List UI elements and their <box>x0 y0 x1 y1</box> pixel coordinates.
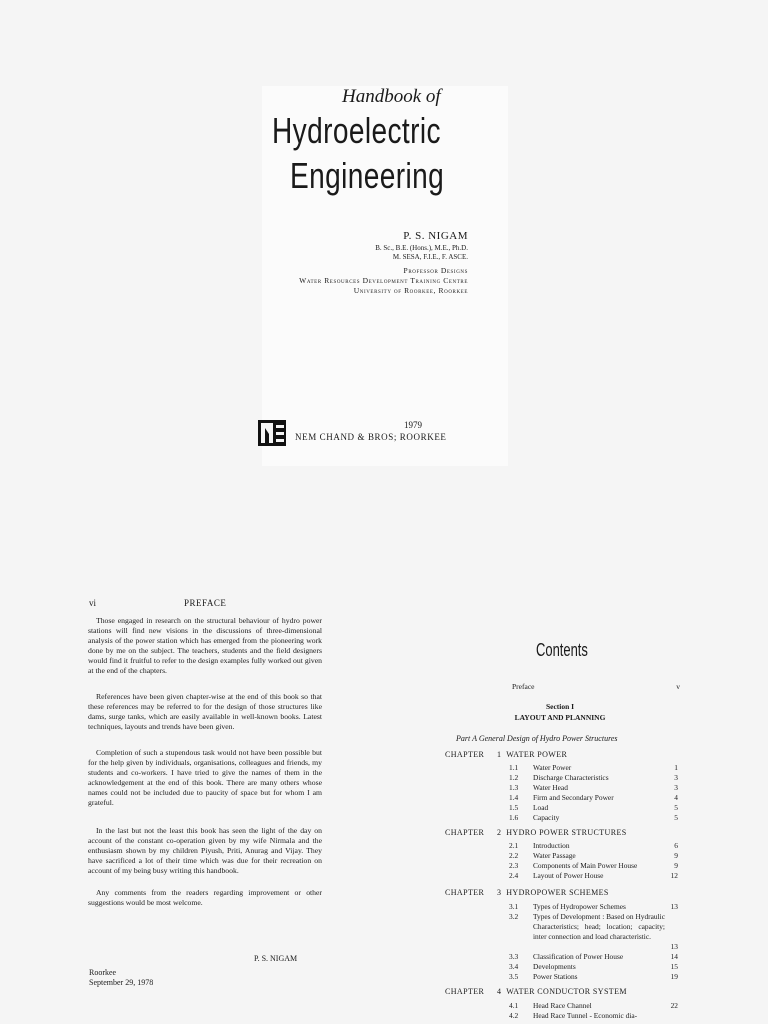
toc-item-page: 15 <box>670 962 678 971</box>
toc-item-page: 5 <box>674 813 678 822</box>
toc-item-text: Components of Main Power House <box>533 861 638 870</box>
author-university: University of Roorkee, Roorkee <box>353 286 468 295</box>
contents-preface-label: Preface <box>512 682 535 691</box>
toc-item-number: 1.2 <box>509 773 519 782</box>
toc-item-page: 3 <box>674 783 678 792</box>
preface-signature: P. S. NIGAM <box>254 954 298 963</box>
preface-place: Roorkee <box>89 968 117 977</box>
chapter-heading <box>445 750 567 759</box>
chapter-label: CHAPTER <box>445 828 485 837</box>
toc-item-text: Introduction <box>533 841 570 850</box>
toc-item-number: 2.2 <box>509 851 519 860</box>
toc-item-number: 3.4 <box>509 962 519 971</box>
toc-item-page: 13 <box>670 902 678 911</box>
chapter-label: CHAPTER <box>445 750 485 759</box>
chapter-title: WATER POWER <box>506 750 568 759</box>
preface-paragraph-text: Completion of such a stupendous task would not have been possible but for the help given by individuals, organisations, colleagues and friends, my students and co-workers. I have tried to give the names of them in the acknowledgement at the end of this book. There are many others whose names could not be included due to paucity of space but for whom I am grateful. <box>88 748 322 807</box>
toc-item-text: Classification of Power House <box>533 952 624 961</box>
preface-paragraph <box>88 616 322 676</box>
chapter-title: WATER CONDUCTOR SYSTEM <box>506 987 627 996</box>
title-page <box>262 86 508 466</box>
chapter-number: 2 <box>497 828 502 837</box>
toc-item <box>509 912 678 952</box>
chapter-number: 3 <box>497 888 502 897</box>
chapter-number: 4 <box>497 987 502 996</box>
toc-item-number: 1.5 <box>509 803 519 812</box>
publisher-name: NEM CHAND & BROS; ROORKEE <box>295 432 447 442</box>
toc-item-page: 14 <box>670 952 678 961</box>
toc-item-page: 22 <box>670 1001 678 1010</box>
toc-item-number: 2.4 <box>509 871 519 880</box>
chapter-title: HYDRO POWER STRUCTURES <box>506 828 627 837</box>
preface-paragraph <box>88 826 322 876</box>
toc-item-number: 1.1 <box>509 763 519 772</box>
page-number: vi <box>89 598 97 608</box>
toc-item-text: Water Passage <box>533 851 576 860</box>
author-centre: Water Resources Development Training Centre <box>299 276 468 285</box>
preface-paragraph-text: In the last but not the least this book has seen the light of the day on account of the constant co-operation given by my wife Nirmala and the enthusiasm shown by my children Piyush, Priti, Anurag and Vijay. They have sacrificed a lot of their time which was due for their recreation on account of my being busy writing this handbook. <box>88 826 322 875</box>
preface-paragraph <box>88 692 322 732</box>
publisher-logo-icon <box>258 420 286 446</box>
toc-item-page: 9 <box>674 851 678 860</box>
toc-item-text: Firm and Secondary Power <box>533 793 614 802</box>
toc-item-text: Discharge Characteristics <box>533 773 609 782</box>
toc-item-page: 5 <box>674 803 678 812</box>
toc-item-number: 4.1 <box>509 1001 519 1010</box>
chapter-heading <box>445 888 609 897</box>
title-line-2: Engineering <box>290 155 445 196</box>
toc-item-text: Water Power <box>533 763 572 772</box>
toc-item-text: Types of Development : Based on Hydraulic Characteristics; head; location; capacity; inter connection and load characteristic. <box>533 912 665 941</box>
publication-year: 1979 <box>404 420 422 430</box>
toc-item-page: 9 <box>674 861 678 870</box>
contents-title: Contents <box>536 640 588 660</box>
chapter-heading <box>445 987 627 996</box>
toc-item-text: Capacity <box>533 813 560 822</box>
author-position: Professor Designs <box>403 266 468 275</box>
toc-item-text: Head Race Tunnel - Economic dia- <box>533 1011 638 1020</box>
chapter-heading <box>445 828 627 837</box>
preface-page <box>86 590 336 1010</box>
toc-item-number: 2.1 <box>509 841 519 850</box>
toc-item-page: 1 <box>674 763 678 772</box>
title-line-1: Hydroelectric <box>272 110 441 151</box>
chapter-number: 1 <box>497 750 502 759</box>
toc-item-text: Water Head <box>533 783 568 792</box>
toc-item-number: 3.2 <box>509 912 519 921</box>
toc-item-text: Developments <box>533 962 576 971</box>
toc-item-number: 1.6 <box>509 813 519 822</box>
toc-item-text: Load <box>533 803 549 812</box>
preface-paragraph-text: Any comments from the readers regarding improvement or other suggestions would be most welcome. <box>88 888 322 907</box>
toc-item-number: 3.5 <box>509 972 519 981</box>
toc-item-page: 6 <box>674 841 678 850</box>
toc-item-number: 2.3 <box>509 861 519 870</box>
part-label: Part A General Design of Hydro Power Structures <box>456 734 618 743</box>
chapter-label: CHAPTER <box>445 888 485 897</box>
preface-paragraph-text: References have been given chapter-wise at the end of this book so that these references may be referred to for the design of those structures like dams, surge tanks, which are easily available in well-known books. Latest techniques, layouts and trends have been given. <box>88 692 322 731</box>
toc-item-page: 19 <box>670 972 678 981</box>
preface-heading: PREFACE <box>184 598 227 608</box>
contents-preface-page: v <box>676 682 680 691</box>
handbook-of-text: Handbook of <box>342 86 441 107</box>
preface-paragraph <box>88 888 322 908</box>
toc-item-number: 1.4 <box>509 793 519 802</box>
preface-date: September 29, 1978 <box>89 978 154 987</box>
toc-item-number: 3.3 <box>509 952 519 961</box>
section-label: Section I <box>545 702 575 711</box>
toc-item-number: 1.3 <box>509 783 519 792</box>
chapter-label: CHAPTER <box>445 987 485 996</box>
toc-item-number: 4.2 <box>509 1011 519 1020</box>
section-title: LAYOUT AND PLANNING <box>514 713 606 722</box>
contents-page <box>440 636 680 1024</box>
author-name: P. S. NIGAM <box>403 230 468 242</box>
toc-item-page: 13 <box>670 942 678 951</box>
preface-paragraph-text: Those engaged in research on the structural behaviour of hydro power stations will find new visions in the discussions of three-dimensional analysis of the power station which has emerged from the pioneering work done by me on the subject. The teachers, students and the field designers would find it fruitful to refer to the design examples fully worked out given at the end of the chapters. <box>88 616 322 675</box>
toc-item-page: 4 <box>674 793 678 802</box>
toc-item-text: Layout of Power House <box>533 871 604 880</box>
toc-item-text: Types of Hydropower Schemes <box>533 902 626 911</box>
author-degrees-1: B. Sc., B.E. (Hons.), M.E., Ph.D. <box>375 244 468 252</box>
toc-item-page: 12 <box>670 871 678 880</box>
toc-item-number: 3.1 <box>509 902 519 911</box>
chapter-title: HYDROPOWER SCHEMES <box>506 888 609 897</box>
toc-item-page: 3 <box>674 773 678 782</box>
toc-item-text: Power Stations <box>533 972 578 981</box>
author-degrees-2: M. SESA, F.I.E., F. ASCE. <box>392 253 468 261</box>
toc-item-text: Head Race Channel <box>533 1001 592 1010</box>
preface-paragraph <box>88 748 322 808</box>
